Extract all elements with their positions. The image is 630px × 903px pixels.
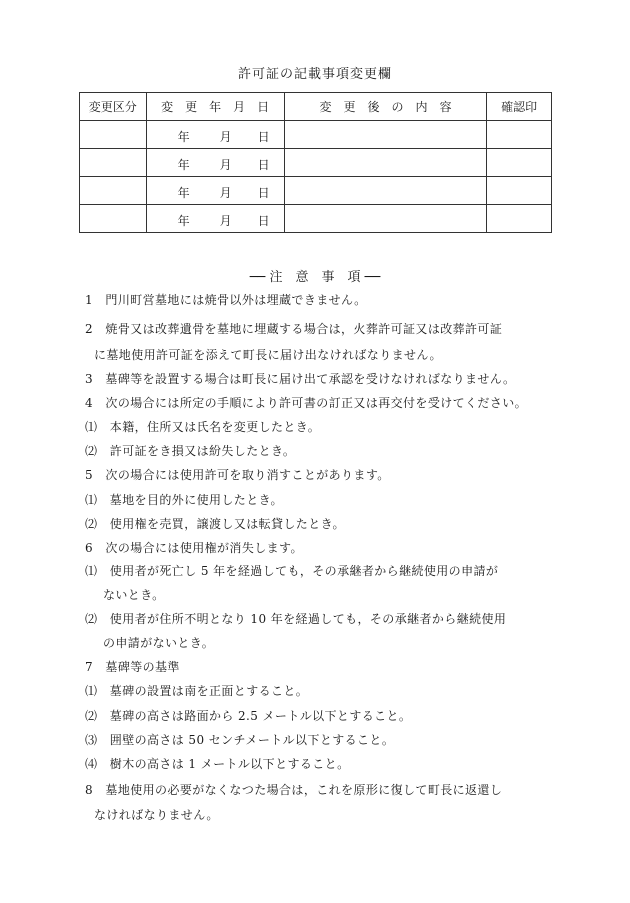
date-year-label: 年 (177, 214, 190, 228)
note-line: ⑴ 墓碑の設置は南を正面とすること。 (85, 684, 309, 698)
change-type-cell[interactable] (80, 205, 147, 233)
notes-title: ── 注 意 事 項 ── (249, 270, 381, 285)
date-month-label: 月 (219, 130, 232, 144)
date-month-label: 月 (219, 158, 232, 172)
note-line: ⑵ 使用権を売買，譲渡し又は転貸したとき。 (85, 517, 345, 531)
note-line: 1 門川町営墓地には焼骨以外は埋蔵できません。 (85, 293, 367, 307)
note-line: 2 焼骨又は改葬遺骨を墓地に埋蔵する場合は，火葬許可証又は改葬許可証 (85, 322, 503, 336)
change-type-cell[interactable] (80, 149, 147, 177)
note-line: 5 次の場合には使用許可を取り消すことがあります。 (85, 468, 390, 482)
change-type-cell[interactable] (80, 121, 147, 149)
note-line: に墓地使用許可証を添えて町長に届け出なければなりません。 (94, 348, 442, 362)
change-content-cell[interactable] (284, 121, 487, 149)
note-line: 3 墓碑等を設置する場合は町長に届け出て承認を受けなければなりません。 (85, 372, 516, 386)
note-line: ⑴ 墓地を目的外に使用したとき。 (85, 493, 283, 507)
note-line: 7 墓碑等の基準 (85, 660, 180, 674)
date-year-label: 年 (177, 186, 190, 200)
note-line: ⑴ 本籍，住所又は氏名を変更したとき。 (85, 420, 321, 434)
table-row (80, 205, 552, 233)
note-line: なければなりません。 (94, 808, 219, 822)
note-line: 6 次の場合には使用権が消失します。 (85, 541, 303, 555)
date-month-label: 月 (219, 214, 232, 228)
change-date-cell[interactable] (146, 177, 284, 205)
table-row (80, 121, 552, 149)
note-line: の申請がないとき。 (103, 636, 215, 650)
form-title: 許可証の記載事項変更欄 (237, 67, 392, 82)
change-content-cell[interactable] (284, 149, 487, 177)
table-row (80, 149, 552, 177)
change-date-cell[interactable] (146, 121, 284, 149)
date-year-label: 年 (177, 130, 190, 144)
confirmation-seal-cell[interactable] (487, 177, 552, 205)
change-date-cell[interactable] (146, 205, 284, 233)
change-content-cell[interactable] (284, 205, 487, 233)
date-year-label: 年 (177, 158, 190, 172)
note-line: ⑵ 許可証をき損又は紛失したとき。 (85, 444, 296, 458)
header-change-content: 変 更 後 の 内 容 (284, 93, 487, 121)
header-change-type: 変更区分 (80, 93, 147, 121)
table-header-row (80, 93, 552, 121)
note-line: 8 墓地使用の必要がなくなつた場合は，これを原形に復して町長に返還し (85, 783, 503, 797)
change-date-cell[interactable] (146, 149, 284, 177)
confirmation-seal-cell[interactable] (487, 205, 552, 233)
header-confirmation-seal: 確認印 (487, 93, 552, 121)
note-line: ⑶ 囲壁の高さは 50 センチメートル以下とすること。 (85, 733, 395, 747)
header-change-date: 変 更 年 月 日 (146, 93, 284, 121)
note-line: ないとき。 (103, 588, 165, 602)
change-type-cell[interactable] (80, 177, 147, 205)
date-day-label: 日 (257, 214, 270, 228)
note-line: ⑴ 使用者が死亡し 5 年を経過しても，その承継者から継続使用の申請が (85, 564, 499, 578)
note-line: ⑷ 樹木の高さは 1 メートル以下とすること。 (85, 757, 350, 771)
confirmation-seal-cell[interactable] (487, 121, 552, 149)
note-line: 4 次の場合には所定の手順により許可書の訂正又は再交付を受けてください。 (85, 396, 528, 410)
date-day-label: 日 (257, 130, 270, 144)
date-month-label: 月 (219, 186, 232, 200)
confirmation-seal-cell[interactable] (487, 149, 552, 177)
note-line: ⑵ 使用者が住所不明となり 10 年を経過しても，その承継者から継続使用 (85, 612, 507, 626)
change-record-table (79, 92, 552, 233)
date-day-label: 日 (257, 186, 270, 200)
note-line: ⑵ 墓碑の高さは路面から 2.5 メートル以下とすること。 (85, 709, 412, 723)
date-day-label: 日 (257, 158, 270, 172)
change-content-cell[interactable] (284, 177, 487, 205)
table-row (80, 177, 552, 205)
